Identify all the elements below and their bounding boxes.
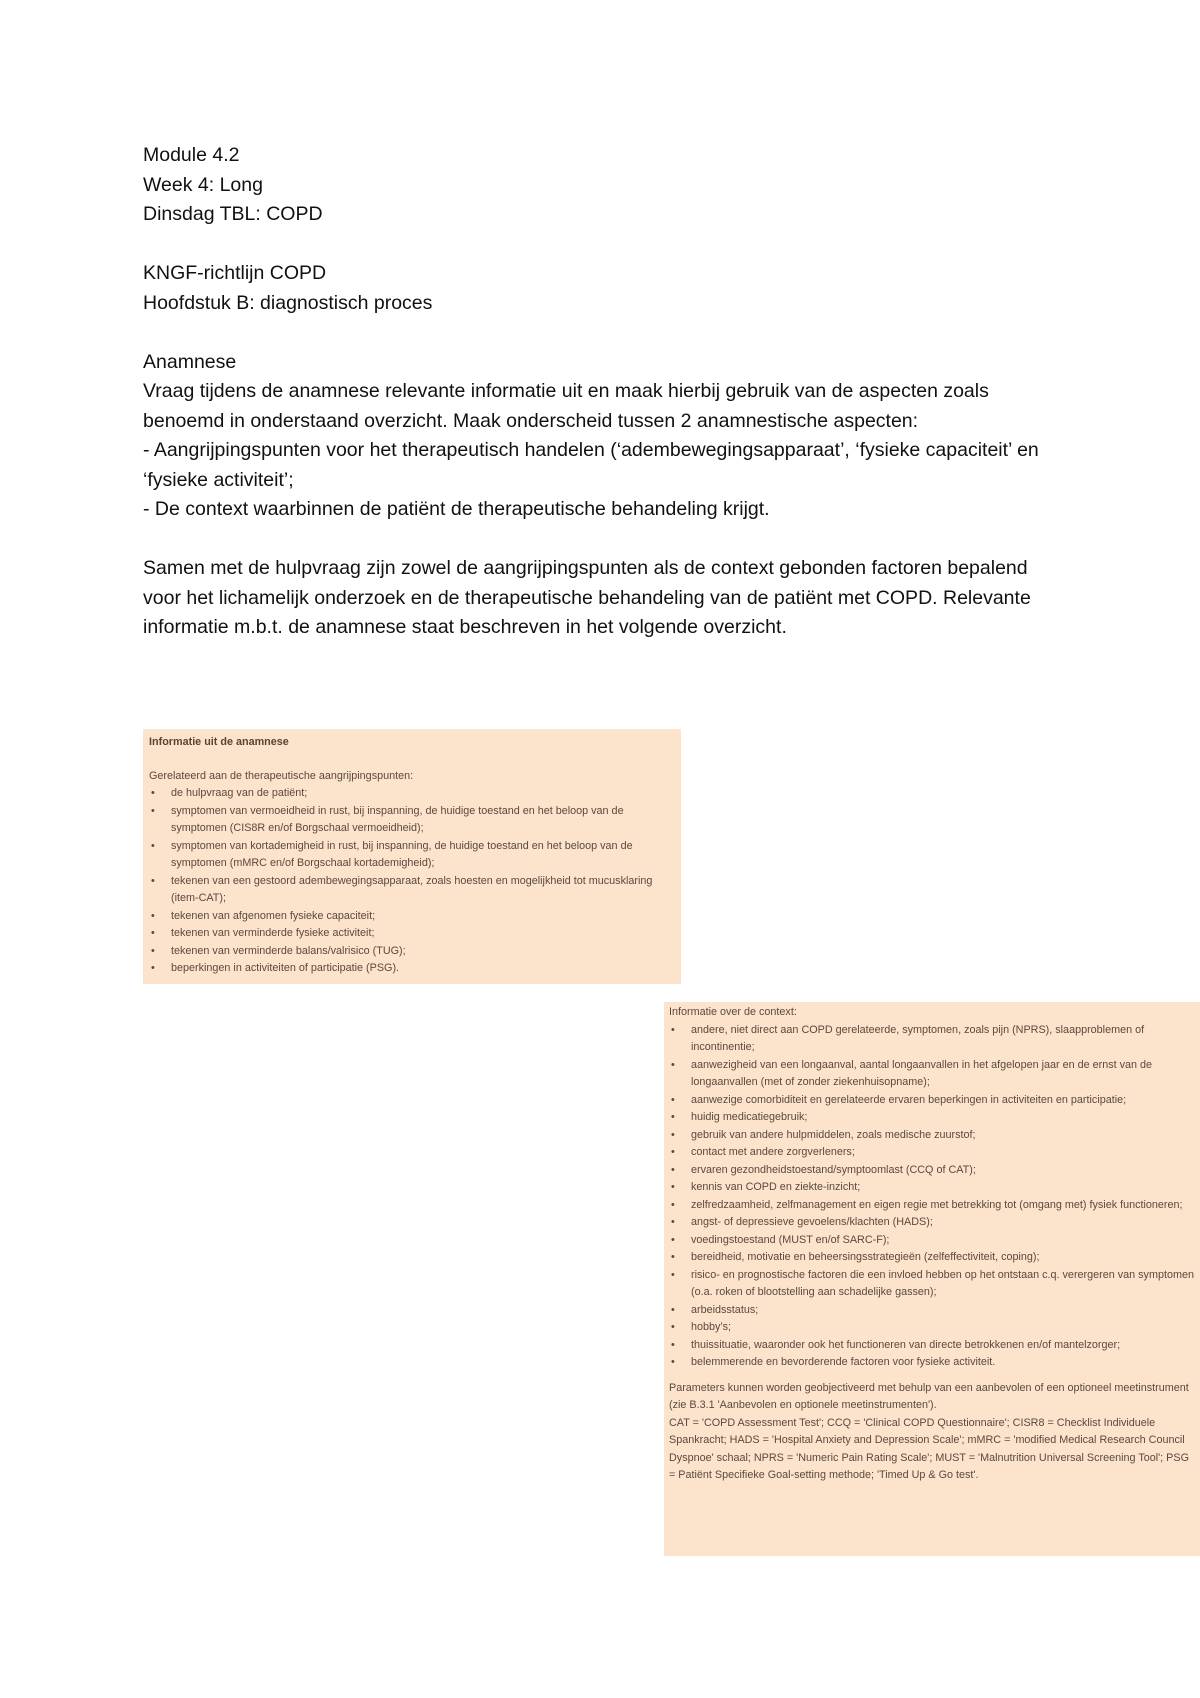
list-item: • thuissituatie, waaronder ook het functioneren van directe betrokkenen en/of mantelzorger; — [669, 1337, 1194, 1355]
list-item: • tekenen van afgenomen fysieke capaciteit; — [149, 908, 673, 926]
list-item: • symptomen van vermoeidheid in rust, bij inspanning, de huidige toestand en het beloop van de symptomen (CIS8R en/of Borgschaal vermoeidheid); — [149, 803, 673, 838]
list-item: • tekenen van verminderde fysieke activiteit; — [149, 925, 673, 943]
week-line: Week 4: Long — [143, 173, 263, 196]
blank-line — [143, 230, 1063, 260]
list-item: • gebruik van andere hulpmiddelen, zoals medische zuurstof; — [669, 1127, 1194, 1145]
list-item: • beperkingen in activiteiten of participatie (PSG). — [149, 960, 673, 978]
module-line: Module 4.2 — [143, 144, 240, 166]
list-item: • kennis van COPD en ziekte-inzicht; — [669, 1179, 1194, 1197]
list-item: • contact met andere zorgverleners; — [669, 1144, 1194, 1162]
list-item: • huidig medicatiegebruik; — [669, 1109, 1194, 1127]
list-item: • belemmerende en bevorderende factoren voor fysieke activiteit. — [669, 1354, 1194, 1372]
blank-line — [143, 525, 1063, 555]
blank-line — [143, 318, 1063, 348]
context-factors-list — [669, 1022, 1194, 1372]
list-item: • angst- of depressieve gevoelens/klachten (HADS); — [669, 1214, 1194, 1232]
list-item: • risico- en prognostische factoren die een invloed hebben op het ontstaan c.q. verergeren van symptomen (o.a. roken of blootstelling aan schadelijke gassen); — [669, 1267, 1194, 1302]
list-item: • voedingstoestand (MUST en/of SARC-F); — [669, 1232, 1194, 1250]
footnote: Parameters kunnen worden geobjectiveerd met behulp van een aanbevolen of een optioneel meetinstrument (zie B.3.1 'Aanbevolen en optionele meetinstrumenten'). — [669, 1381, 1189, 1411]
list-item: • tekenen van verminderde balans/valrisico (TUG); — [149, 943, 673, 961]
day-line: Dinsdag TBL: COPD — [143, 203, 323, 225]
box-subtitle: Informatie over de context: — [669, 1006, 797, 1018]
chapter-line: Hoofdstuk B: diagnostisch proces — [143, 291, 433, 314]
therapeutic-points-list — [149, 785, 673, 978]
list-item: • hobby’s; — [669, 1319, 1194, 1337]
list-item: • tekenen van een gestoord adembewegingsapparaat, zoals hoesten en mogelijkheid tot mucusklaring (item-CAT); — [149, 873, 673, 908]
list-item: • arbeidsstatus; — [669, 1302, 1194, 1320]
list-item: • zelfredzaamheid, zelfmanagement en eigen regie met betrekking tot (omgang met) fysiek functioneren; — [669, 1197, 1194, 1215]
list-item: • aanwezige comorbiditeit en gerelateerde ervaren beperkingen in activiteiten en participatie; — [669, 1092, 1194, 1110]
document-text — [143, 141, 1063, 643]
footnotes — [669, 1380, 1194, 1485]
aspect-item-1: - Aangrijpingspunten voor het therapeutisch handelen (‘adembewegingsapparaat’, ‘fysieke capaciteit’ en ‘fysieke activiteit’; — [143, 439, 1039, 491]
section-heading: Anamnese — [143, 350, 237, 373]
footnote: CAT = 'COPD Assessment Test'; CCQ = 'Clinical COPD Questionnaire'; CISR8 = Checklist Individuele Spankracht; HADS = 'Hospital Anxiety and Depression Scale'; mMRC = 'modified Medical Research Council Dyspnoe' schaal; NPRS = 'Numeric Pain Rating Scale'; MUST = 'Malnutrition Universal Screening Tool'; PSG = Patiënt Specifieke Goal-setting methode; 'Timed Up & Go test'. — [669, 1416, 1189, 1481]
list-item: • andere, niet direct aan COPD gerelateerde, symptomen, zoals pijn (NPRS), slaapproblemen of incontinentie; — [669, 1022, 1194, 1057]
list-item: • bereidheid, motivatie en beheersingsstrategieën (zelfeffectiviteit, coping); — [669, 1249, 1194, 1267]
list-item: • ervaren gezondheidstoestand/symptoomlast (CCQ of CAT); — [669, 1162, 1194, 1180]
guideline-line: KNGF-richtlijn COPD — [143, 262, 327, 284]
list-item: • aanwezigheid van een longaanval, aantal longaanvallen in het afgelopen jaar en de ernst van de longaanvallen (met of zonder ziekenhuisopname); — [669, 1057, 1194, 1092]
box-subtitle: Gerelateerd aan de therapeutische aangrijpingspunten: — [149, 769, 414, 782]
anamnese-info-box — [143, 729, 681, 984]
box-title: Informatie uit de anamnese — [149, 736, 289, 748]
aspect-item-2: - De context waarbinnen de patiënt de therapeutische behandeling krijgt. — [143, 498, 770, 520]
intro-paragraph: Vraag tijdens de anamnese relevante informatie uit en maak hierbij gebruik van de aspecten zoals benoemd in onderstaand overzicht. Maak onderscheid tussen 2 anamnestische aspecten: — [143, 380, 989, 432]
summary-paragraph: Samen met de hulpvraag zijn zowel de aangrijpingspunten als de context gebonden factoren bepalend voor het lichamelijk onderzoek en de therapeutische behandeling van de patiënt met COPD. Relevante informatie m.b.t. de anamnese staat beschreven in het volgende overzicht. — [143, 557, 1031, 638]
list-item: • de hulpvraag van de patiënt; — [149, 785, 673, 803]
context-info-box — [664, 1002, 1200, 1556]
list-item: • symptomen van kortademigheid in rust, bij inspanning, de huidige toestand en het beloop van de symptomen (mMRC en/of Borgschaal kortademigheid); — [149, 838, 673, 873]
